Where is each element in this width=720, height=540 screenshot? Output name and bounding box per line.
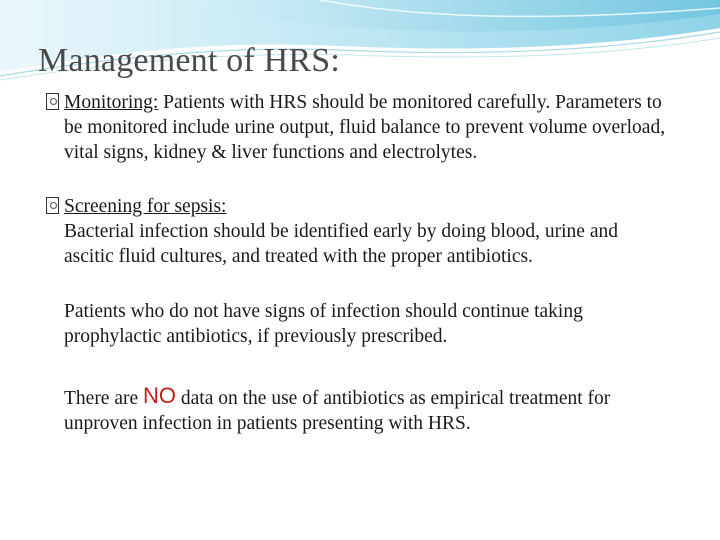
box-bullet-icon <box>46 197 59 214</box>
bullet-monitoring-text <box>64 90 666 165</box>
bullet-monitoring <box>46 90 666 165</box>
no-data-text-after: data on the use of antibiotics as empirical treatment for unproven infection in patients presenting with HRS. <box>64 388 611 434</box>
bullet-sepsis <box>46 194 666 436</box>
box-bullet-icon <box>46 93 59 110</box>
sepsis-paragraph-no-data <box>64 383 666 436</box>
sepsis-paragraph-cultures: Bacterial infection should be identified early by doing blood, urine and ascitic fluid cultures, and treated with the proper antibiotics. <box>64 221 618 267</box>
no-emphasis: NO <box>143 383 177 408</box>
bullet-monitoring-body: Patients with HRS should be monitored carefully. Parameters to be monitored include urine output, fluid balance to prevent volume overload, vital signs, kidney & liver functions and electrolytes. <box>64 92 666 163</box>
sepsis-paragraph-prophylaxis: Patients who do not have signs of infection should continue taking prophylactic antibiotics, if previously prescribed. <box>64 301 583 347</box>
bullet-heading-sepsis: Screening for sepsis: <box>64 196 227 217</box>
bullet-heading-monitoring: Monitoring: <box>64 92 159 113</box>
no-data-text-before: There are <box>64 388 144 409</box>
slide-content <box>46 90 666 436</box>
slide-title: Management of HRS: <box>38 42 340 79</box>
